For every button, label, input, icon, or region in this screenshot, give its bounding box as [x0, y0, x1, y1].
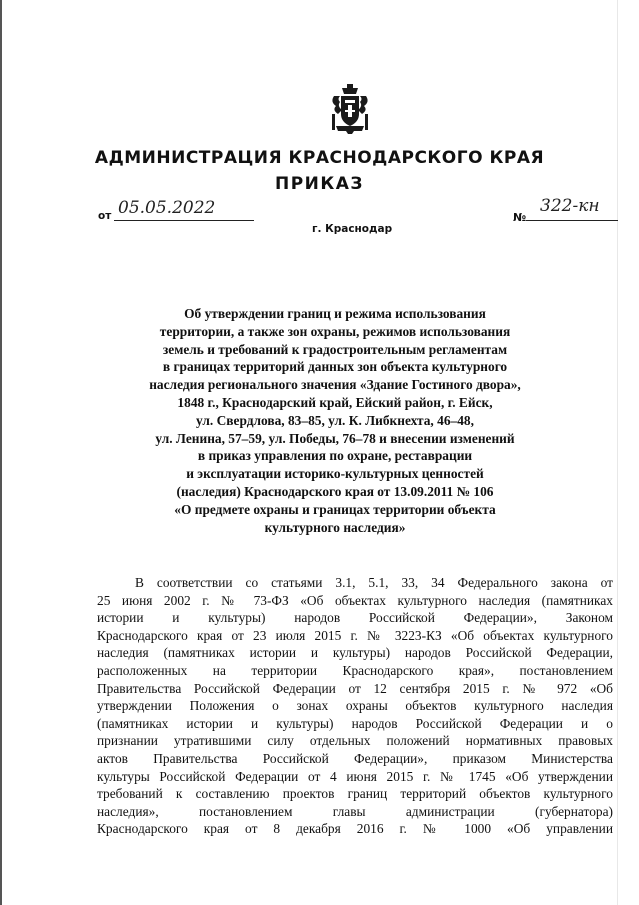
number-prefix: № [513, 211, 527, 224]
city-label: г. Краснодар [312, 223, 393, 235]
body-line: признании утратившими силу отдельных положений нормативных правовых [97, 733, 613, 749]
body-line: утверждении Положения о зонах охраны объектов культурного наследия [97, 698, 613, 714]
date-underline [114, 220, 254, 221]
body-line: истории и культуры) народов Российской Федерации», Законом [97, 610, 613, 626]
body-line: требований к составлению проектов границ территорий объектов культурного [97, 786, 613, 802]
title-line: территории, а также зон охраны, режимов использования [159, 323, 511, 339]
handwritten-number: 322-кн [540, 196, 600, 216]
title-line: наследия регионального значения «Здание Гостиного двора», [149, 377, 521, 393]
title-line: в приказ управления по охране, реставрации [197, 448, 473, 464]
body-line: Краснодарского края от 8 декабря 2016 г. № 1000 «Об управлении [97, 821, 613, 837]
date-prefix: от [98, 210, 112, 222]
title-line: Об утверждении границ и режима использования [184, 306, 486, 321]
coat-of-arms-emblem-icon [328, 84, 372, 134]
number-underline [526, 220, 618, 221]
body-line: наследия (памятниках истории и культуры) народов Российской Федерации, [97, 645, 613, 661]
title-line: 1848 г., Краснодарский край, Ейский район, г. Ейск, [177, 394, 493, 410]
body-line: расположенных на территории Краснодарского края», постановлением [97, 662, 613, 678]
title-line: и эксплуатации историко-культурных ценностей [186, 466, 484, 482]
title-line: земель и требований к градостроительным регламентам [162, 341, 508, 357]
body-line: 25 июня 2002 г. № 73-ФЗ «Об объектах культурного наследия (памятниках [97, 592, 613, 608]
title-line: (наследия) Краснодарского края от 13.09.2011 № 106 [176, 483, 494, 499]
scan-edge-left [0, 0, 2, 905]
body-line: В соответствии со статьями 3.1, 5.1, 33, 34 Федерального закона от [135, 575, 613, 590]
title-line: «О предмете охраны и границах территории объекта [174, 501, 496, 517]
title-line: культурного наследия» [264, 519, 406, 535]
body-paragraph [97, 574, 613, 838]
title-line: ул. Свердлова, 83–85, ул. К. Либкнехта, 46–48, [196, 412, 474, 428]
document-title [100, 305, 570, 536]
handwritten-date: 05.05.2022 [118, 198, 216, 218]
organization-title: АДМИНИСТРАЦИЯ КРАСНОДАРСКОГО КРАЯ [94, 148, 545, 168]
title-line: ул. Ленина, 57–59, ул. Победы, 76–78 и внесении изменений [155, 430, 515, 446]
title-line: в границах территорий данных зон объекта культурного [162, 359, 508, 375]
body-line: актов Правительства Российской Федерации», приказом Министерства [97, 750, 613, 766]
body-line: культуры Российской Федерации от 4 июня 2015 г. № 1745 «Об утверждении [97, 768, 613, 784]
body-line: (памятниках истории и культуры) народов Российской Федерации и о [97, 715, 613, 731]
document-type-title: ПРИКАЗ [274, 174, 365, 194]
body-line: Правительства Российской Федерации от 12 сентября 2015 г. № 972 «Об [97, 680, 613, 696]
body-line: наследия», постановлением главы администрации (губернатора) [97, 803, 613, 819]
body-line: Краснодарского края от 23 июля 2015 г. № 3223-КЗ «Об объектах культурного [97, 627, 613, 643]
scan-edge-right [617, 0, 618, 905]
